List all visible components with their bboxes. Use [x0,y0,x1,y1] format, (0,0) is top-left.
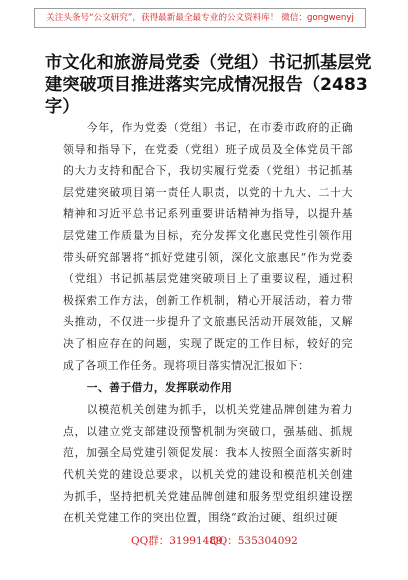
section-heading: 一、善于借力，发挥联动作用 [86,381,233,395]
footer-contact [0,533,408,549]
qq-group-number: QQ群：31991489 [131,535,223,547]
header-banner: 关注头条号“公文研究”，获得最新最全最专业的公文资料库！ 微信：gongwenyj [34,8,366,28]
qq-number: QQ：535304092 [210,535,298,547]
document-body [63,117,353,529]
intro-paragraph: 今年，作为党委（党组）书记，在市委市政府的正确领导和指导下，在党委（党组）班子成员及全体党员干部的大力支持和配合下，我切实履行党委（党组）书记抓基层党建突破项目第一责任人职责，以党的十九大、二十大精神和习近平总书记系列重要讲话精神为指导，以提升基层党建工作质量为目标，充分发挥文化惠民党性引领作用带头研究部署将“抓好党建引领，深化文旅惠民”作为党委（党组）书记抓基层党建突破项目上了重要议程，通过积极探索工作方法，创新工作机制，精心开展活动，着力带头推动，不仅进一步提升了文旅惠民活动开展效能，又解决了相应存在的问题，实现了既定的工作目标，较好的完成了各项工作任务。现将项目落实情况汇报如下： [63,121,353,372]
document-title: 市文化和旅游局党委（党组）书记抓基层党建突破项目推进落实完成情况报告（2483字） [45,53,372,117]
section-paragraph: 以模范机关创建为抓手，以机关党建品牌创建为着力点，以建立党支部建设预警机制为突破口，强基础、抓规范，加强全局党建引领促发展：我本人按照全面落实新时代机关党的建设总要求，以机关党的建设和模范机关创建为抓手，坚持把机关党建品牌创建和服务型党组织建设摆在机关党建工作的突出位置，围绕“政治过硬、组织过硬 [63,403,353,525]
